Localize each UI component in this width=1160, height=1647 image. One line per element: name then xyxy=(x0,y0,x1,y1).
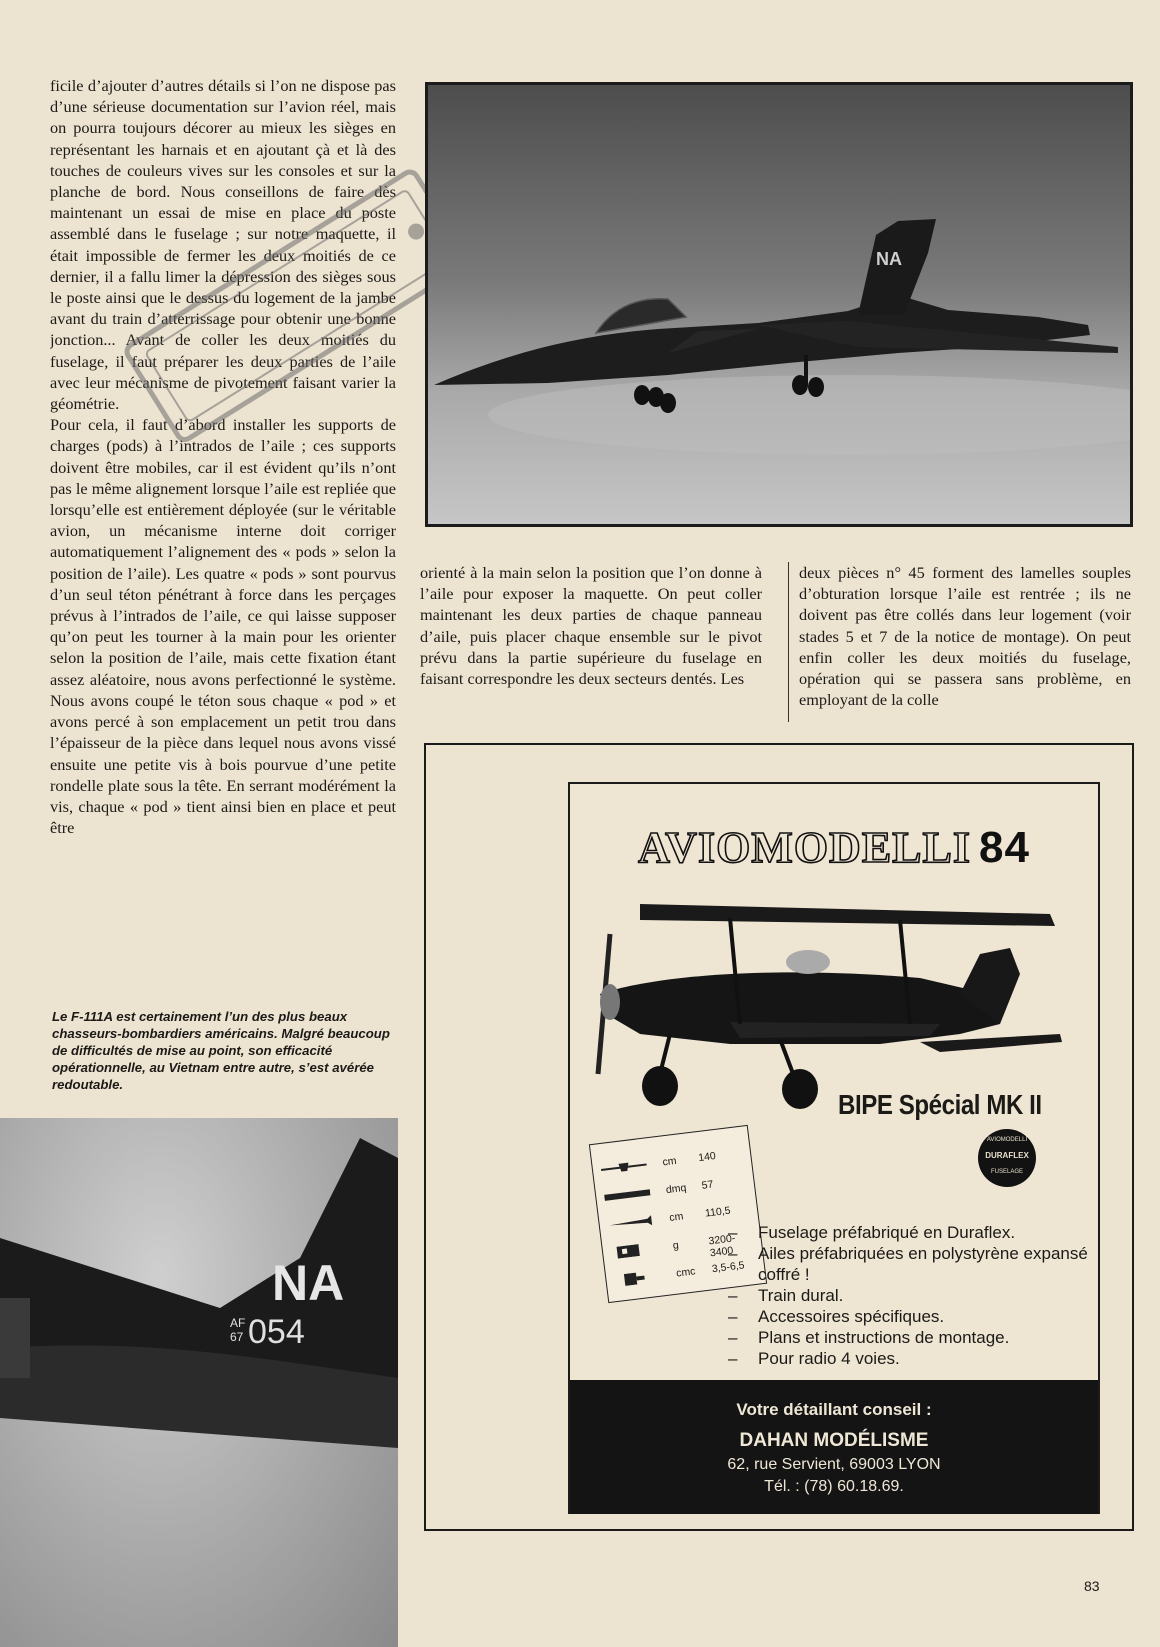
spec-value: 3,5-6,5 xyxy=(711,1259,746,1276)
ad-brand: AVIOMODELLI xyxy=(638,823,971,872)
duraflex-badge xyxy=(978,1129,1036,1187)
article-column-3 xyxy=(788,562,1131,722)
list-item: – Ailes préfabriquées en polystyrène expansé coffré ! xyxy=(728,1243,1088,1285)
ad-brand-number: 84 xyxy=(978,823,1030,872)
dealer-box xyxy=(570,1380,1098,1514)
spec-label: cm xyxy=(668,1210,685,1225)
photo-caption: Le F-111A est certainement l’un des plus beaux chasseurs-bombardiers américains. Malgré beaucoup de difficultés de mise au point, son efficacité opérationnelle, au Vietnam entre autre, s’est avérée redoutable. xyxy=(52,1009,390,1092)
aircraft-tail-icon xyxy=(0,1118,398,1647)
engine-icon xyxy=(614,1270,661,1288)
list-item: – Pour radio 4 voies. xyxy=(728,1348,1088,1369)
list-item: – Plans et instructions de montage. xyxy=(728,1327,1088,1348)
dealer-address: 62, rue Servient, 69003 LYON xyxy=(727,1456,941,1473)
photo-tail-closeup xyxy=(0,1118,398,1647)
tail-code-large: NA xyxy=(272,1255,345,1311)
length-icon xyxy=(607,1214,654,1232)
advertisement xyxy=(568,782,1100,1514)
serial-prefix-top: AF xyxy=(230,1316,246,1330)
dealer-intro: Votre détaillant conseil : xyxy=(736,1400,932,1419)
tail-code: NA xyxy=(876,249,902,269)
list-item: – Train dural. xyxy=(728,1285,1088,1306)
dealer-phone: Tél. : (78) 60.18.69. xyxy=(764,1478,904,1495)
spec-label: cm xyxy=(661,1154,678,1169)
ad-feature-list xyxy=(728,1222,1088,1369)
photo-f111-model xyxy=(425,82,1133,527)
list-item: – Fuselage préfabriqué en Duraflex. xyxy=(728,1222,1088,1243)
spec-value: 110,5 xyxy=(704,1204,732,1220)
article-paragraph: orienté à la main selon la position que l’on donne à l’aile pour exposer la maquette. On peut coller maintenant les deux parties de chaque panneau d’aile, puis placer chaque ensemble sur le pivot prévu dans la partie supérieure du fuselage en faisant correspondre les deux secteurs dentés. Les xyxy=(420,563,762,689)
list-item: – Accessoires spécifiques. xyxy=(728,1306,1088,1327)
ad-brand-title xyxy=(570,822,1098,873)
spec-label: cmc xyxy=(675,1265,697,1280)
article-column-2 xyxy=(420,562,762,722)
dealer-name: DAHAN MODÉLISME xyxy=(739,1430,929,1451)
spec-label: dmq xyxy=(665,1181,688,1197)
wing-area-icon xyxy=(604,1186,651,1204)
badge-bottom-text: FUSELAGE xyxy=(990,1169,1023,1175)
serial-prefix-bottom: 67 xyxy=(230,1330,244,1344)
spec-label: g xyxy=(672,1239,680,1252)
wingspan-icon xyxy=(600,1158,647,1176)
article-paragraph: Pour cela, il faut d’abord installer les supports de charges (pods) à l’intrados de l’aile ; ces supports doivent être mobiles, car il est évident qu’ils n’ont pas le même alignement lorsque l’aile est repliée que lorsqu’elle est entièrement déployée (sur le véritable avion, un mécanisme interne doit corriger automatiquement l’alignement des « pods » selon la position de l’aile). Les quatre « pods » sont pourvus d’un seul téton pénétrant à force dans les perçages prévus à l’intrados de l’aile, ce qui laisse supposer qu’on peut les tourner à la main pour les orienter selon la position de l’aile, mais cette fixation étant assez aléatoire, nous avons perfectionné le système. Nous avons coupé le téton sous chaque « pod » et avons percé à son emplacement un petit trou dans l’épaisseur de la pièce dans lequel nous avons vissé ensuite une petite vis à bois pourvue d’une petite rondelle plate sous la tête. En serrant modérément la vis, chaque « pod » tient ainsi bien en place et peut être xyxy=(50,415,396,838)
spec-value: 57 xyxy=(701,1178,715,1192)
spec-value: 3200-3400 xyxy=(707,1232,736,1260)
biplane-icon xyxy=(580,874,1090,1114)
spec-value: 140 xyxy=(697,1150,717,1165)
article-paragraph: ficile d’ajouter d’autres détails si l’on ne dispose pas d’une sérieuse documentation sur l’avion réel, mais on pourra toujours décorer au mieux les sièges en représentant les harnais et en ajoutant çà et là des touches de couleurs vives sur les consoles et sur la planche de bord. Nous conseillons de faire dès maintenant un essai de mise en place du poste assemblé dans le fuselage ; sur notre maquette, il était impossible de fermer les deux moitiés de ce dernier, il a fallu limer la dépression des sièges sous le poste ainsi que le dessus du logement de la jambe avant du train d’atterrissage pour obtenir une bonne jonction... Avant de coller les deux moitiés du fuselage, il faut préparer les deux parties de l’aile avec leur mécanisme de pivotement faisant varier la géométrie. xyxy=(50,76,396,414)
aircraft-photo-icon xyxy=(428,85,1133,527)
tail-serial: 054 xyxy=(248,1313,305,1351)
badge-top-text: AVIOMODELLI xyxy=(986,1137,1028,1143)
page-number: 83 xyxy=(1084,1578,1100,1594)
article-column-1 xyxy=(50,75,396,970)
article-paragraph: deux pièces n° 45 forment des lamelles souples d’obturation lorsque l’aile est rentrée ; ils ne doivent pas être collés dans leur logement (voir stades 5 et 7 de la notice de montage). On peut enfin coller les deux moitiés du fuselage, opération qui se passera sans problème, en employant de la colle xyxy=(799,563,1131,710)
badge-middle-text: DURAFLEX xyxy=(985,1151,1029,1160)
weight-icon xyxy=(611,1242,658,1260)
ad-model-name: BIPE Spécial MK II xyxy=(838,1089,1042,1120)
